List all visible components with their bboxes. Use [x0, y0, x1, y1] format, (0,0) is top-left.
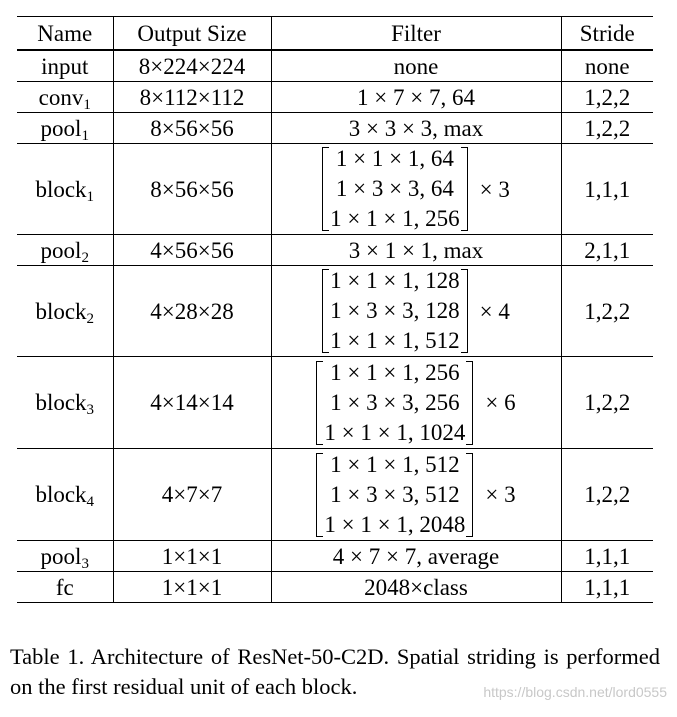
- table-row: [17, 50, 653, 82]
- table-row: [17, 541, 653, 572]
- layer-subscript: 2: [81, 249, 89, 266]
- filter-row: 1 × 1 × 1, 1024: [324, 419, 466, 445]
- layer-name: block: [35, 390, 87, 415]
- left-bracket: [316, 453, 323, 537]
- cell-filter: [271, 144, 561, 235]
- filter-row: 1 × 1 × 1, 128: [330, 268, 460, 293]
- cell-filter: 1 × 7 × 7, 64: [271, 82, 561, 113]
- layer-name: block: [35, 298, 87, 324]
- header-filter: Filter: [271, 17, 561, 51]
- cell-output-size: 8×224×224: [113, 50, 271, 82]
- cell-name: [17, 357, 113, 449]
- header-output-size: Output Size: [113, 17, 271, 51]
- cell-filter: 4 × 7 × 7, average: [271, 541, 561, 572]
- block-multiplier: × 4: [479, 298, 510, 324]
- layer-subscript: 3: [81, 555, 89, 572]
- cell-output-size: 8×112×112: [113, 82, 271, 113]
- cell-name: [17, 541, 113, 572]
- cell-name: [17, 235, 113, 266]
- cell-name: [17, 50, 113, 82]
- filter-row: 1 × 3 × 3, 64: [335, 176, 454, 201]
- cell-output-size: 4×56×56: [113, 235, 271, 266]
- table-header-row: [17, 17, 653, 51]
- layer-name: fc: [55, 574, 74, 600]
- table-row: [17, 357, 653, 449]
- right-bracket: [466, 453, 473, 537]
- table-row: [17, 113, 653, 144]
- table-row: [17, 235, 653, 266]
- watermark: https://blog.csdn.net/lord0555: [483, 684, 667, 700]
- layer-name: input: [41, 53, 89, 79]
- table-row: [17, 144, 653, 235]
- cell-output-size: 1×1×1: [113, 541, 271, 572]
- layer-subscript: 3: [86, 402, 95, 418]
- filter-matrix: [322, 266, 510, 356]
- filter-row: 1 × 3 × 3, 512: [330, 481, 460, 507]
- filter-row: 1 × 1 × 1, 256: [330, 359, 460, 385]
- layer-name: block: [35, 482, 87, 507]
- filter-row: 1 × 1 × 1, 512: [330, 328, 460, 353]
- right-bracket: [461, 147, 468, 231]
- layer-name: pool: [40, 237, 82, 263]
- cell-stride: 1,2,2: [561, 449, 653, 541]
- cell-stride: 1,2,2: [561, 113, 653, 144]
- table-row: [17, 449, 653, 541]
- layer-subscript: 1: [83, 96, 91, 113]
- cell-stride: 1,2,2: [561, 357, 653, 449]
- cell-output-size: 8×56×56: [113, 113, 271, 144]
- right-bracket: [461, 269, 468, 353]
- layer-name: conv: [38, 84, 84, 110]
- cell-filter: [271, 357, 561, 449]
- cell-stride: 1,1,1: [561, 541, 653, 572]
- table-caption: Table 1. Architecture of ResNet-50-C2D. Spatial striding is performed on the first residual unit of each block.: [10, 644, 660, 699]
- cell-filter: 3 × 3 × 3, max: [271, 113, 561, 144]
- architecture-table: [17, 16, 653, 603]
- block-multiplier: × 3: [479, 176, 510, 202]
- cell-stride: none: [561, 50, 653, 82]
- header-name: Name: [17, 17, 113, 51]
- cell-stride: 2,1,1: [561, 235, 653, 266]
- cell-filter: none: [271, 50, 561, 82]
- cell-filter: 2048×class: [271, 572, 561, 603]
- filter-row: 1 × 1 × 1, 256: [330, 206, 460, 231]
- layer-subscript: 1: [86, 188, 95, 205]
- cell-name: [17, 449, 113, 541]
- cell-output-size: 4×7×7: [113, 449, 271, 541]
- filter-row: 1 × 3 × 3, 256: [330, 389, 460, 415]
- layer-name: pool: [40, 543, 82, 569]
- filter-row: 1 × 1 × 1, 512: [330, 451, 460, 477]
- layer-name: pool: [40, 115, 82, 141]
- table-row: [17, 266, 653, 357]
- layer-subscript: 1: [81, 127, 89, 144]
- filter-row: 1 × 1 × 1, 64: [335, 146, 454, 171]
- left-bracket: [316, 361, 323, 445]
- filter-matrix: [316, 358, 515, 448]
- filter-row: 1 × 3 × 3, 128: [330, 298, 460, 323]
- filter-matrix: [322, 144, 510, 234]
- cell-name: [17, 82, 113, 113]
- cell-output-size: 1×1×1: [113, 572, 271, 603]
- cell-name: [17, 113, 113, 144]
- layer-name: block: [35, 176, 87, 202]
- cell-filter: 3 × 1 × 1, max: [271, 235, 561, 266]
- left-bracket: [322, 147, 329, 231]
- layer-subscript: 4: [86, 494, 95, 510]
- architecture-table-wrapper: [17, 16, 653, 603]
- cell-filter: [271, 266, 561, 357]
- cell-stride: 1,2,2: [561, 82, 653, 113]
- cell-name: [17, 144, 113, 235]
- cell-name: [17, 572, 113, 603]
- header-stride: Stride: [561, 17, 653, 51]
- block-multiplier: × 6: [485, 390, 516, 415]
- cell-stride: 1,2,2: [561, 266, 653, 357]
- cell-output-size: 8×56×56: [113, 144, 271, 235]
- left-bracket: [322, 269, 329, 353]
- cell-stride: 1,1,1: [561, 572, 653, 603]
- layer-subscript: 2: [86, 310, 95, 327]
- cell-name: [17, 266, 113, 357]
- table-row: [17, 572, 653, 603]
- right-bracket: [466, 361, 473, 445]
- cell-filter: [271, 449, 561, 541]
- filter-matrix: [316, 450, 515, 540]
- filter-row: 1 × 1 × 1, 2048: [324, 511, 466, 537]
- block-multiplier: × 3: [485, 482, 516, 507]
- cell-stride: 1,1,1: [561, 144, 653, 235]
- table-row: [17, 82, 653, 113]
- cell-output-size: 4×14×14: [113, 357, 271, 449]
- cell-output-size: 4×28×28: [113, 266, 271, 357]
